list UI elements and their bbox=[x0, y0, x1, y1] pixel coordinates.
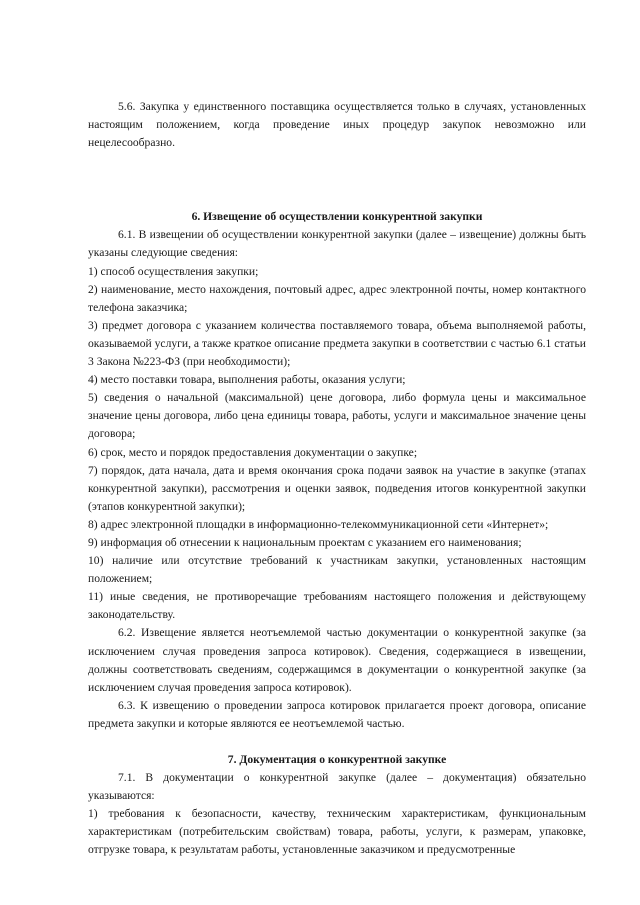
list-item: 8) адрес электронной площадки в информационно-телекоммуникационной сети «Интернет»; bbox=[88, 517, 549, 531]
paragraph-7-1: 7.1. В документации о конкурентной закупке (далее – документация) обязательно указываются: bbox=[88, 771, 586, 803]
list-item: 1) требования к безопасности, качеству, техническим характеристикам, функциональным характеристикам (потребительским свойствам) товара, работы, услуги, к размерам, упаковке, отгрузке товара, к результатам работы, установленные заказчиком и предусмотренные bbox=[88, 807, 586, 857]
list-item: 1) способ осуществления закупки; bbox=[88, 264, 259, 278]
document-body bbox=[88, 98, 586, 860]
paragraph-5-6: 5.6. Закупка у единственного поставщика осуществляется только в случаях, установленных настоящим положением, когда проведение иных процедур закупок невозможно или нецелесообразно. bbox=[88, 100, 586, 150]
list-item: 2) наименование, место нахождения, почтовый адрес, адрес электронной почты, номер контактного телефона заказчика; bbox=[88, 282, 586, 314]
list-item: 9) информация об отнесении к национальным проектам с указанием его наименования; bbox=[88, 535, 522, 549]
list-item: 10) наличие или отсутствие требований к участникам закупки, установленных настоящим положением; bbox=[88, 554, 586, 586]
list-item: 4) место поставки товара, выполнения работы, оказания услуги; bbox=[88, 373, 406, 387]
section-heading-6: 6. Извещение об осуществлении конкурентной закупки bbox=[191, 210, 483, 224]
list-item: 11) иные сведения, не противоречащие требованиям настоящего положения и действующему законодательству. bbox=[88, 590, 586, 622]
paragraph-6-3: 6.3. К извещению о проведении запроса котировок прилагается проект договора, описание предмета закупки и которые являются ее неотъемлемой частью. bbox=[88, 698, 586, 730]
paragraph-6-1: 6.1. В извещении об осуществлении конкурентной закупки (далее – извещение) должны быть указаны следующие сведения: bbox=[88, 228, 586, 260]
list-item: 3) предмет договора с указанием количества поставляемого товара, объема выполняемой работы, оказываемой услуги, а также краткое описание предмета закупки в соответствии с частью 6.1 статьи 3 Закона №223-ФЗ (при необходимости); bbox=[88, 318, 586, 369]
list-item: 7) порядок, дата начала, дата и время окончания срока подачи заявок на участие в закупке (этапах конкурентной закупки), рассмотрения и оценки заявок, подведения итогов конкурентной закупки (этапов конкурентной закупки); bbox=[88, 463, 586, 513]
list-item: 5) сведения о начальной (максимальной) цене договора, либо формула цены и максимальное значение цены договора, либо цена единицы товара, работы, услуги и максимальное значение цены договора; bbox=[88, 391, 586, 441]
section-heading-7: 7. Документация о конкурентной закупке bbox=[227, 753, 447, 766]
list-item: 6) срок, место и порядок предоставления документации о закупке; bbox=[88, 445, 418, 459]
paragraph-6-2: 6.2. Извещение является неотъемлемой частью документации о конкурентной закупке (за исключением случая проведения запроса котировок). Сведения, содержащиеся в извещении, должны соответствовать сведениям, содержащимся в документации о конкурентной закупке (за исключением случая проведения запроса котировок). bbox=[88, 626, 586, 694]
